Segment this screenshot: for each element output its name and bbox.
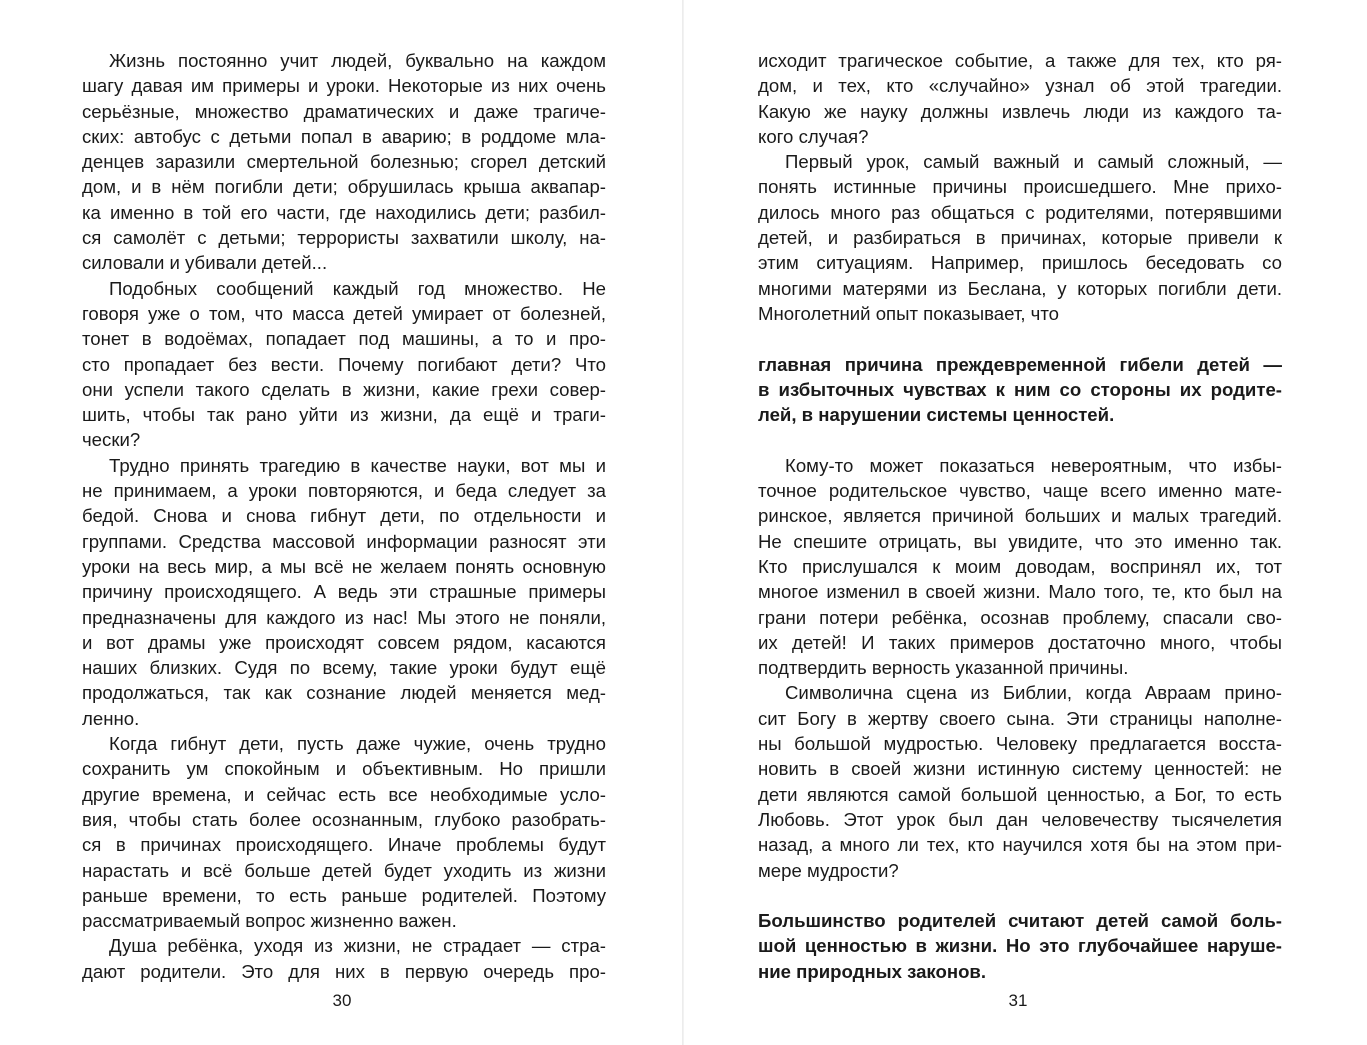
text-line: ленно. — [82, 707, 140, 729]
text-line: Душа ребёнка, уходя из жизни, не страдает — стра- — [109, 935, 606, 957]
emphasis-line: лей, в нарушении системы ценностей. — [758, 404, 1115, 426]
text-line: Когда гибнут дети, пусть даже чужие, очень трудно — [109, 733, 606, 755]
text-line: Какую же науку должны извлечь люди из каждого та- — [758, 100, 1282, 122]
text-line: рассматриваемый вопрос жизненно важен. — [82, 910, 457, 932]
text-line: многое изменил в своей жизни. Мало того, те, кто был на — [758, 581, 1282, 603]
text-line: исходит трагическое событие, а также для тех, кто ря- — [758, 50, 1282, 71]
text-line: мере мудрости? — [758, 859, 899, 881]
text-line: точное родительское чувство, чаще всего именно мате- — [758, 480, 1282, 502]
text-line: денцев заразили смертельной болезнью; сгорел детский — [82, 151, 606, 173]
text-line: сто пропадает без вести. Почему погибают дети? Что — [82, 353, 606, 375]
text-line: бедой. Снова и снова гибнут дети, по отдельности и — [82, 505, 606, 527]
text-line: чески? — [82, 429, 141, 451]
text-line: группами. Средства массовой информации разносят эти — [82, 530, 606, 552]
text-line: ся в причинах происходящего. Иначе проблемы будут — [82, 834, 606, 856]
text-line: причину происходящего. А ведь эти страшные примеры — [82, 581, 606, 603]
text-line: дом, и в нём погибли дети; обрушилась крыша аквапар- — [82, 176, 606, 198]
text-line: они успели такого сделать в жизни, какие грехи совер- — [82, 378, 606, 400]
text-line: сит Богу в жертву своего сына. Эти страницы наполне- — [758, 707, 1282, 729]
text-line: тонет в водоёмах, попадает под машины, а то и про- — [82, 328, 606, 350]
text-line: этим ситуациям. Например, пришлось беседовать со — [758, 252, 1282, 274]
text-line: Символична сцена из Библии, когда Авраам прино- — [785, 682, 1282, 704]
text-line: шагу давая им примеры и уроки. Некоторые из них очень — [82, 75, 606, 97]
emphasis-line: Большинство родителей считают детей самой боль- — [758, 910, 1282, 932]
text-line: вия, чтобы стать более осознанным, глубоко разобрать- — [82, 808, 606, 830]
text-line: ны большой мудростью. Человеку предлагается восста- — [758, 733, 1282, 755]
emphasis-line: ние природных законов. — [758, 960, 987, 982]
text-line: ских: автобус с детьми попал в аварию; в роддоме мла- — [82, 125, 606, 147]
emphasis-line: в избыточных чувствах к ним со стороны их родите- — [758, 378, 1282, 400]
text-line: понять истинные причины происшедшего. Мне прихо- — [758, 176, 1282, 198]
text-line: серьёзные, множество драматических и даже трагиче- — [82, 100, 606, 122]
text-line: Первый урок, самый важный и самый сложный, — — [785, 151, 1282, 173]
text-line: ринское, является причиной больших и малых трагедий. — [758, 505, 1282, 527]
text-line: Многолетний опыт показывает, что — [758, 302, 1059, 324]
text-line: грани потери ребёнка, осознав проблему, спасали сво- — [758, 606, 1282, 628]
text-line: кого случая? — [758, 125, 869, 147]
text-line: и вот драмы уже происходят совсем рядом, касаются — [82, 631, 606, 653]
emphasis-line: шой ценностью в жизни. Но это глубочайшее наруше- — [758, 935, 1282, 957]
text-line: Кому-то может показаться невероятным, что избы- — [785, 454, 1282, 476]
emphasis-line: главная причина преждевременной гибели детей — — [758, 353, 1282, 375]
paragraph-gap — [758, 326, 1282, 351]
paragraph-gap — [758, 883, 1282, 908]
text-line: дети являются самой большой ценностью, а Бог, то есть — [758, 783, 1282, 805]
text-line: не принимаем, а уроки повторяются, и беда следует за — [82, 480, 606, 502]
left-page — [82, 48, 606, 984]
page-number-left: 30 — [332, 991, 352, 1010]
text-line: говоря уже о том, что масса детей умирает от болезней, — [82, 302, 606, 324]
text-line: шить, чтобы так рано уйти из жизни, да ещё и траги- — [82, 404, 606, 426]
text-line: дилось много раз общаться с родителями, потерявшими — [758, 201, 1282, 223]
text-line: Трудно принять трагедию в качестве науки, вот мы и — [109, 454, 606, 476]
text-line: уроки на весь мир, а мы всё не желаем понять основную — [82, 555, 606, 577]
text-line: предназначены для каждого из нас! Мы этого не поняли, — [82, 606, 606, 628]
text-line: многими матерями из Беслана, у которых погибли дети. — [758, 277, 1282, 299]
text-line: ся самолёт с детьми; террористы захватили школу, на- — [82, 227, 606, 249]
book-gutter — [682, 0, 684, 1045]
text-line: назад, а много ли тех, кто научился хотя бы на этом при- — [758, 834, 1282, 856]
text-line: их детей! И таких примеров достаточно много, чтобы — [758, 631, 1282, 653]
text-line: подтвердить верность указанной причины. — [758, 657, 1129, 679]
text-line: новить в своей жизни истинную систему ценностей: не — [758, 758, 1282, 780]
text-line: дом, и тех, кто «случайно» узнал об этой трагедии. — [758, 75, 1282, 97]
text-line: Подобных сообщений каждый год множество. Не — [109, 277, 606, 299]
text-line: другие времена, и сейчас есть все необходимые усло- — [82, 783, 606, 805]
text-line: дают родители. Это для них в первую очередь про- — [82, 960, 606, 982]
right-page — [758, 48, 1282, 984]
text-line: детей, и разбираться в причинах, которые привели к — [758, 227, 1282, 249]
text-line: Любовь. Этот урок был дан человечеству тысячелетия — [758, 808, 1282, 830]
text-line: сохранить ум спокойным и объективным. Но пришли — [82, 758, 606, 780]
text-line: силовали и убивали детей... — [82, 252, 328, 274]
text-line: Жизнь постоянно учит людей, буквально на каждом — [109, 50, 606, 71]
text-line: Кто прислушался к моим доводам, воспринял их, тот — [758, 555, 1282, 577]
text-line: Не спешите отрицать, вы увидите, что это именно так. — [758, 530, 1282, 552]
text-line: продолжаться, так как сознание людей меняется мед- — [82, 682, 606, 704]
text-line: нарастать и всё больше детей будет уходить из жизни — [82, 859, 606, 881]
text-line: ка именно в той его части, где находились дети; разбил- — [82, 201, 606, 223]
paragraph-gap — [758, 427, 1282, 452]
page-number-right: 31 — [1008, 991, 1028, 1010]
text-line: раньше времени, то есть раньше родителей. Поэтому — [82, 884, 606, 906]
text-line: наших близких. Судя по всему, такие уроки будут ещё — [82, 657, 606, 679]
